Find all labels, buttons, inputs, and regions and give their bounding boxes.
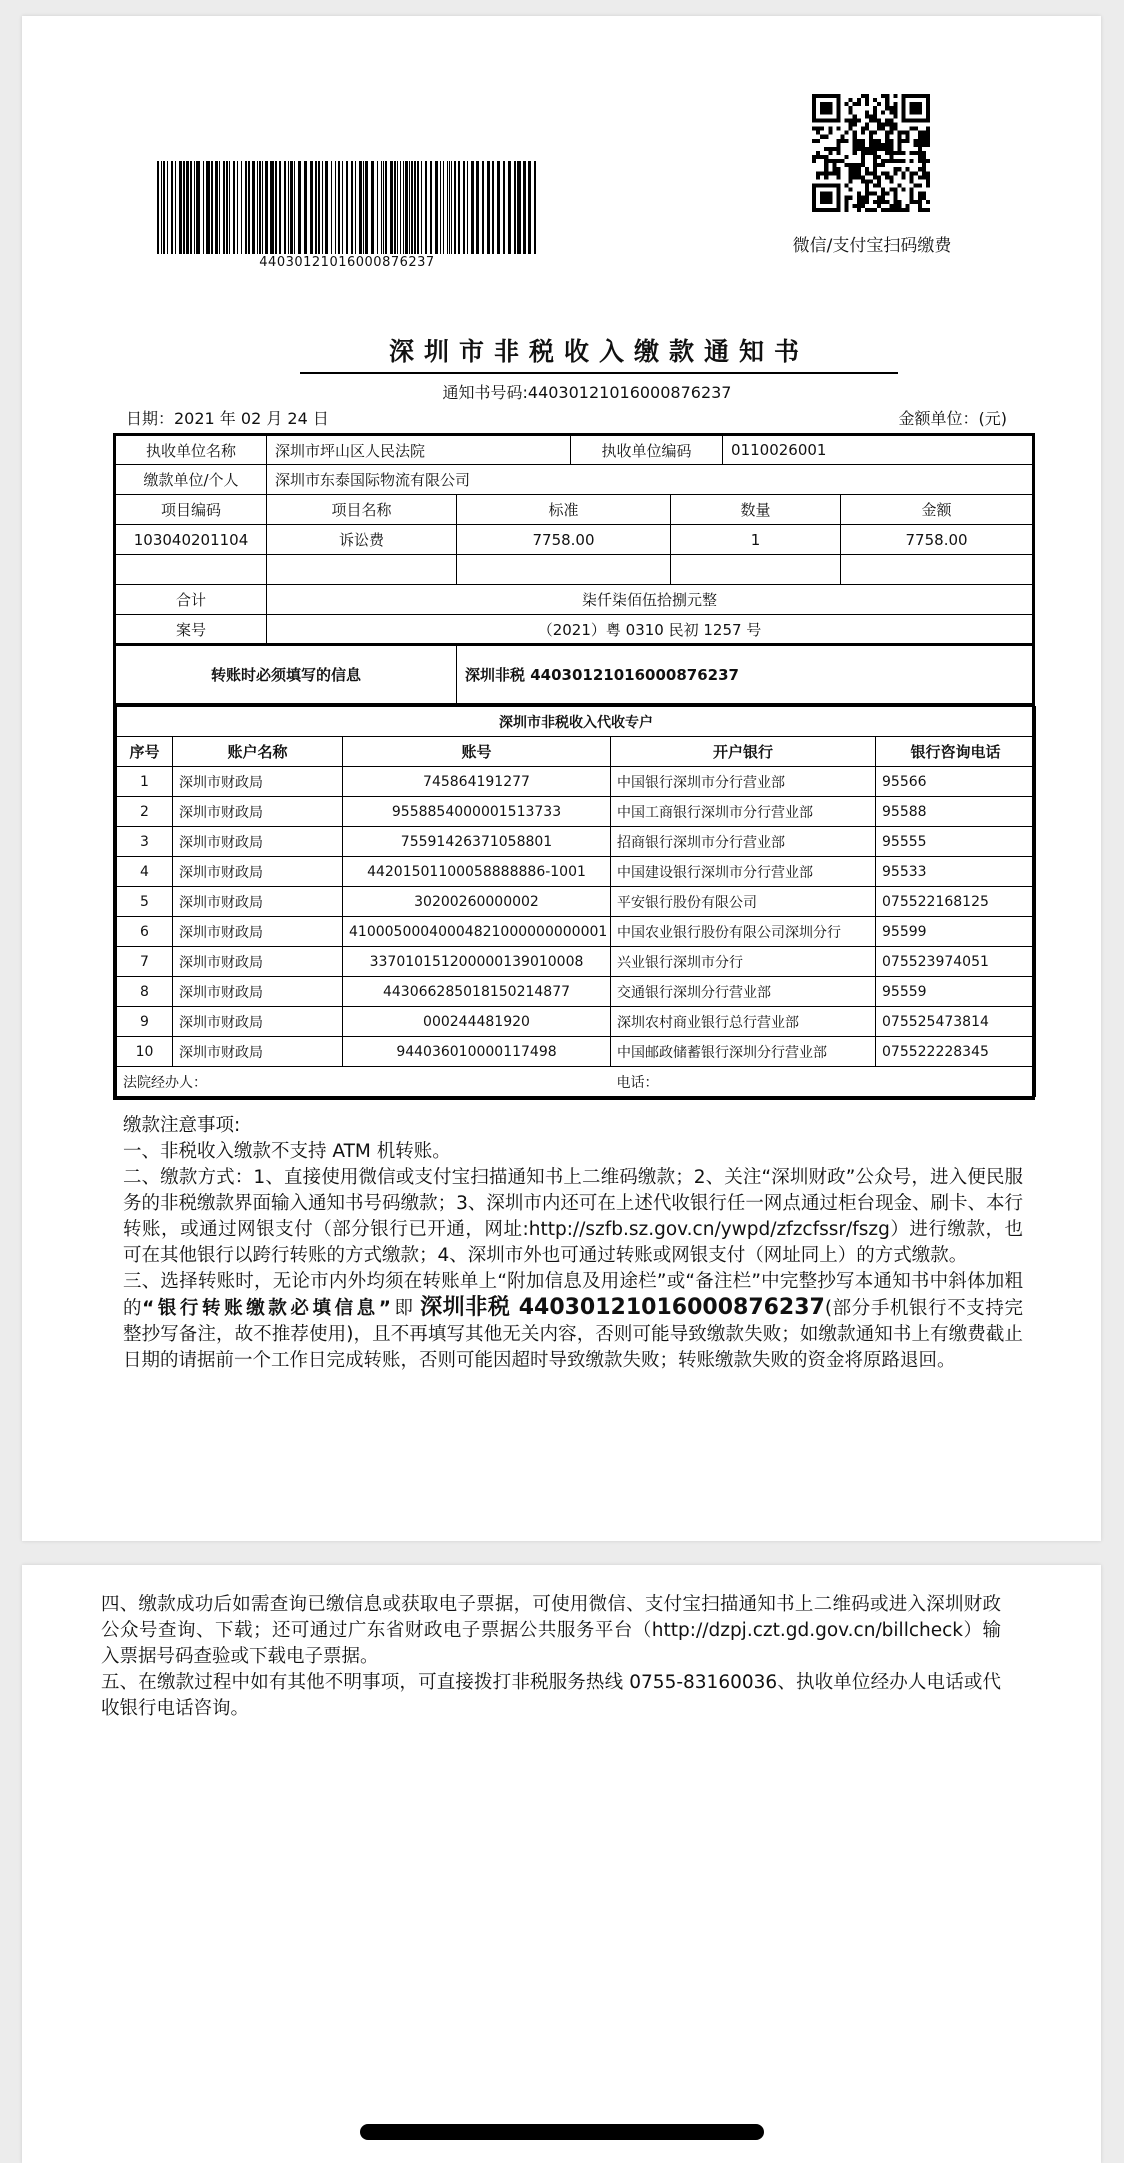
header-standard: 标准	[457, 495, 671, 525]
note-4: 四、缴款成功后如需查询已缴信息或获取电子票据，可使用微信、支付宝扫描通知书上二维码或进入深圳财政公众号查询、下载；还可通过广东省财政电子票据公共服务平台（http://dzpj.czt.gd.gov.cn/billcheck）输入票据号码查验或下载电子票据。	[101, 1594, 1001, 1667]
item-code: 103040201104	[115, 525, 267, 555]
empty-cell	[671, 555, 841, 585]
case-number: （2021）粤 0310 民初 1257 号	[267, 615, 1034, 645]
account-row	[117, 947, 1036, 977]
note-3-text-a: 三、选择转账时，无论市内外均须在转账单上“附加信息及用途栏”或“备注栏”中完整抄写本通知书中斜体加粗的	[123, 1271, 1023, 1319]
account-row	[117, 977, 1036, 1007]
account-bank: 中国建设银行深圳市分行营业部	[611, 857, 876, 887]
note-2: 二、缴款方式：1、直接使用微信或支付宝扫描通知书上二维码缴款；2、关注“深圳财政”公众号，进入便民服务的非税缴款界面输入通知书号码缴款；3、深圳市内还可在上述代收银行任一网点通过柜台现金、刷卡、本行转账，或通过网银支付（部分银行已开通，网址:http://szfb.sz.gov.cn/ywpd/zfzcfssr/fszg）进行缴款，也可在其他银行以跨行转账的方式缴款；4、深圳市外也可通过转账或网银支付（网址同上）的方式缴款。	[123, 1167, 1023, 1266]
notice-number: 通知书号码:440301210160008762​37	[442, 383, 732, 402]
account-account-name: 深圳市财政局	[173, 827, 343, 857]
account-row	[117, 1037, 1036, 1067]
account-account-name: 深圳市财政局	[173, 887, 343, 917]
transfer-info-value: 深圳非税 440301210160008762​37	[457, 645, 1034, 705]
qr-caption: 微信/支付宝扫码缴费	[792, 236, 952, 256]
accounts-header-name: 账户名称	[173, 737, 343, 767]
account-bank: 深圳农村商业银行总行营业部	[611, 1007, 876, 1037]
account-account-number: 745864191277	[343, 767, 611, 797]
item-standard: 7758.00	[457, 525, 671, 555]
header-amount: 金额	[841, 495, 1034, 525]
account-bank: 中国邮政储蓄银行深圳分行营业部	[611, 1037, 876, 1067]
notice-page-1	[22, 16, 1101, 1541]
total-label: 合计	[115, 585, 267, 615]
account-index: 5	[117, 887, 173, 917]
collector-code-label: 执收单位编码	[571, 435, 723, 465]
header-item-name: 项目名称	[267, 495, 457, 525]
note-3-required-info: “银行转账缴款必填信息”	[142, 1298, 394, 1319]
collection-accounts-table	[116, 706, 1036, 1097]
account-bank: 兴业银行深圳市分行	[611, 947, 876, 977]
empty-cell	[457, 555, 671, 585]
empty-cell	[841, 555, 1034, 585]
account-account-number: 9558854000001513733	[343, 797, 611, 827]
collector-name-label: 执收单位名称	[115, 435, 267, 465]
account-account-number: 30200260000002	[343, 887, 611, 917]
account-phone: 95559	[876, 977, 1036, 1007]
account-account-number: 944036010000117498	[343, 1037, 611, 1067]
collector-name: 深圳市坪山区人民法院	[267, 435, 571, 465]
account-account-name: 深圳市财政局	[173, 1037, 343, 1067]
header-quantity: 数量	[671, 495, 841, 525]
account-bank: 中国工商银行深圳市分行营业部	[611, 797, 876, 827]
account-index: 8	[117, 977, 173, 1007]
accounts-header-phone: 银行咨询电话	[876, 737, 1036, 767]
court-officer-label: 法院经办人：	[117, 1067, 611, 1097]
account-bank: 平安银行股份有限公司	[611, 887, 876, 917]
qr-code-image[interactable]	[812, 94, 930, 212]
note-3-text-e: (部分手机银行不支持完整抄写备注，故不推荐使用)，且不再填写其他无关内容，否则可能导致缴款失败；如缴款通知书上有缴费截止日期的请据前一个工作日完成转账，否则可能因超时导致缴款失败；转账缴款失败的资金将原路退回。	[123, 1298, 1023, 1371]
payment-notice-table	[113, 433, 1035, 1100]
item-quantity: 1	[671, 525, 841, 555]
account-index: 9	[117, 1007, 173, 1037]
accounts-title: 深圳市非税收入代收专户	[117, 707, 1036, 737]
header-item-code: 项目编码	[115, 495, 267, 525]
collector-code: 0110026001	[723, 435, 1034, 465]
payment-notes	[123, 1113, 1023, 1374]
accounts-header-index: 序号	[117, 737, 173, 767]
total-in-words: 柒仟柒佰伍拾捌元整	[267, 585, 1034, 615]
account-account-number: 44201501100058888886-1001	[343, 857, 611, 887]
account-index: 7	[117, 947, 173, 977]
account-row	[117, 797, 1036, 827]
account-account-name: 深圳市财政局	[173, 1007, 343, 1037]
payer-label: 缴款单位/个人	[115, 465, 267, 495]
note-3	[123, 1269, 1023, 1374]
account-row	[117, 887, 1036, 917]
account-index: 3	[117, 827, 173, 857]
account-bank: 中国农业银行股份有限公司深圳分行	[611, 917, 876, 947]
transfer-info-label: 转账时必须填写的信息	[115, 645, 457, 705]
account-bank: 中国银行深圳市分行营业部	[611, 767, 876, 797]
issue-date: 日期：2021 年 02 月 24 日	[126, 409, 329, 428]
account-phone: 075525473814	[876, 1007, 1036, 1037]
empty-cell	[267, 555, 457, 585]
home-indicator[interactable]	[360, 2124, 764, 2140]
account-phone: 95588	[876, 797, 1036, 827]
account-phone: 075522228345	[876, 1037, 1036, 1067]
officer-phone-label: 电话：	[611, 1067, 1036, 1097]
item-amount: 7758.00	[841, 525, 1034, 555]
account-index: 10	[117, 1037, 173, 1067]
account-account-number: 337010151200000139010008	[343, 947, 611, 977]
accounts-header-bank: 开户银行	[611, 737, 876, 767]
account-account-name: 深圳市财政局	[173, 767, 343, 797]
empty-cell	[115, 555, 267, 585]
accounts-header-number: 账号	[343, 737, 611, 767]
account-bank: 招商银行深圳市分行营业部	[611, 827, 876, 857]
account-account-number: 443066285018150214877	[343, 977, 611, 1007]
account-account-name: 深圳市财政局	[173, 857, 343, 887]
account-index: 2	[117, 797, 173, 827]
account-phone: 95533	[876, 857, 1036, 887]
account-phone: 95566	[876, 767, 1036, 797]
account-row	[117, 827, 1036, 857]
barcode-image	[157, 161, 537, 254]
account-row	[117, 1007, 1036, 1037]
note-3-text-c: 即	[393, 1298, 414, 1319]
item-name: 诉讼费	[267, 525, 457, 555]
currency-unit: 金额单位：(元)	[898, 409, 1007, 428]
barcode-number: 440301210160008762​37	[259, 255, 435, 270]
notes-heading: 缴款注意事项:	[123, 1115, 241, 1136]
account-account-name: 深圳市财政局	[173, 917, 343, 947]
account-row	[117, 917, 1036, 947]
account-index: 4	[117, 857, 173, 887]
account-phone: 075522168125	[876, 887, 1036, 917]
account-phone: 95555	[876, 827, 1036, 857]
account-account-name: 深圳市财政局	[173, 947, 343, 977]
account-index: 1	[117, 767, 173, 797]
account-row	[117, 767, 1036, 797]
account-row	[117, 857, 1036, 887]
account-account-number: 75591426371058801	[343, 827, 611, 857]
account-phone: 95599	[876, 917, 1036, 947]
note-1: 一、非税收入缴款不支持 ATM 机转账。	[123, 1141, 451, 1162]
account-account-number: 41000500040004821000000000001	[343, 917, 611, 947]
account-account-name: 深圳市财政局	[173, 797, 343, 827]
note-5: 五、在缴款过程中如有其他不明事项，可直接拨打非税服务热线 0755-83160036、执收单位经办人电话或代收银行电话咨询。	[101, 1672, 1001, 1719]
payment-notes-continued	[101, 1592, 1001, 1722]
case-label: 案号	[115, 615, 267, 645]
account-account-number: 000244481920	[343, 1007, 611, 1037]
document-title: 深圳市非税收入缴款通知书	[300, 332, 898, 374]
note-3-transfer-code: 深圳非税 440301210160008762​37	[420, 1295, 825, 1320]
account-index: 6	[117, 917, 173, 947]
account-bank: 交通银行深圳分行营业部	[611, 977, 876, 1007]
payer-name: 深圳市东泰国际物流有限公司	[267, 465, 1034, 495]
account-phone: 075523974051	[876, 947, 1036, 977]
account-account-name: 深圳市财政局	[173, 977, 343, 1007]
